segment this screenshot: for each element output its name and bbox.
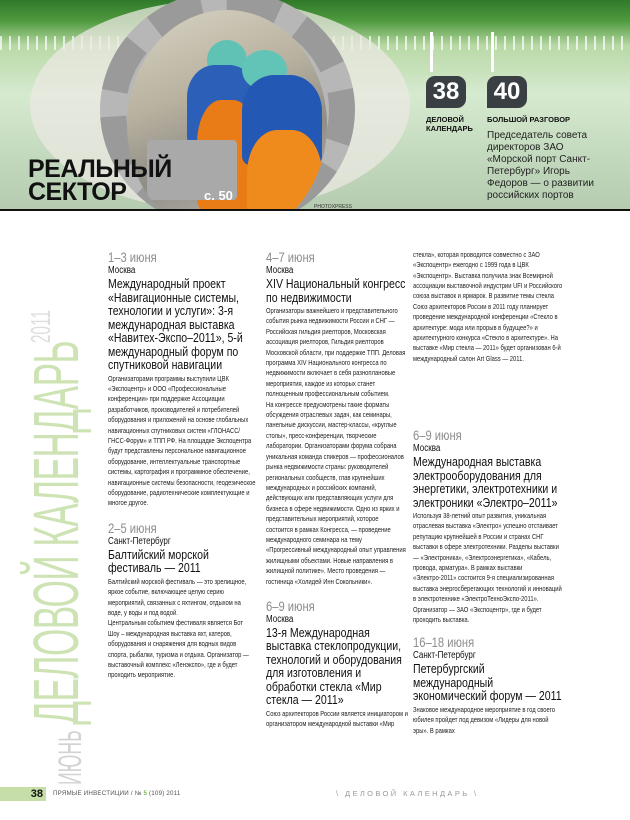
- issue-prefix: №: [134, 790, 142, 797]
- event-paragraph: Организаторы важнейшего и представительного события рынка недвижимости России и СНГ — Российская гильдия риелторов, Московская ассоциация риелторов, Гильдия риелторов Московской области, при поддержке ТПП. Деловая программа XIV Национального конгресса по недвижимости включает в себя разноплановые мероприятия, каждое из которых станет полноценным профессиональным событием.: [266, 306, 406, 399]
- event-paragraph: На конгрессе предусмотрены такие форматы обсуждения отраслевых задач, как семинары, панельные дискуссии, мастер-классы, «круглые столы», пресс-конференции, творческие лаборатории. Организаторами форума собрана уникальная команда спикеров — профессионалов рынка недвижимости страны: руководителей региональных сообществ, глав крупнейших международных и российских компаний, действующих или представляющих услуги для бизнеса в сфере недвижимости. Одно из ярких и представительных мероприятий, которое состоится в рамках Конгресса, — проведение международного семинара на тему «Прогрессивный международный опыт управления жилищными объектами. Новые направления в жилищной политике». Место проведения — гостиница «Холидей Инн Сокольники».: [266, 399, 406, 586]
- header-banner: [0, 0, 630, 211]
- event-body: Используя 38-летний опыт развития, уникальная отраслевая выставка «Электро» успешно отстаивает репутацию крупнейшей в России и странах СНГ выставки в сфере электротехники. Разделы выставки — «Электроника», «Электроэнергетика», «Кабель, провода, арматура». В рамках выставки «Электро-2011» состоится 9-я специализированная выставка энергосберегающих технологий и инноваций в электротехнике «ЭлектроТехноЭкспо-2011». Организатор — ЗАО «Экспоцентр», где и будет проходить выставка.: [413, 511, 562, 625]
- event-body: [266, 306, 406, 587]
- event-body: Союз архитекторов России является инициатором и организатором международной выставки «Мир: [266, 708, 408, 729]
- event-item: [266, 250, 406, 587]
- event-city: Санкт-Петербург: [108, 535, 171, 547]
- event-body: Знаковое международное мероприятие в год своего юбилея пройдет под девизом «Лидеры для новой эры». В рамках: [413, 704, 555, 735]
- event-city: Москва: [266, 265, 294, 276]
- event-date: 6–9 июня: [413, 427, 462, 443]
- teaser-description: Председатель совета директоров ЗАО «Морской порт Санкт-Петербург» Игорь Федоров — о развитии российских портов: [487, 130, 594, 201]
- page-reference[interactable]: с. 50: [204, 188, 233, 203]
- teaser-label-line: КАЛЕНДАРЬ: [426, 124, 473, 133]
- teaser-badge-38[interactable]: 38: [426, 76, 466, 108]
- event-paragraph: Центральным событием фестиваля является Бот Шоу – международная выставка яхт, катеров, оборудования и снаряжения для водных видов спорта, рыбалки, туризма и отдыха. Организатор — выставочный комплекс «Ленэкспо», где и будет проходить мероприятие.: [108, 618, 249, 680]
- teaser-badge-40[interactable]: 40: [487, 76, 527, 108]
- event-paragraph: Балтийский морской фестиваль — это зрелищное, яркое событие, включающее целую серию мероприятий, связанных с яхтингом, отдыхом на воде, у воды и под водой.: [108, 576, 247, 617]
- section-title-line: СЕКТОР: [28, 178, 127, 206]
- side-month: ИЮНЬ: [52, 730, 88, 785]
- event-item: [266, 599, 406, 730]
- event-title: XIV Национальный конгресс по недвижимости: [266, 276, 406, 305]
- teaser-label[interactable]: БОЛЬШОЙ РАЗГОВОР: [487, 115, 571, 124]
- page-footer: [0, 787, 630, 801]
- event-title: 13-я Международная выставка стеклопродукции, технологий и оборудования для изготовления и обработки стекла «Мир стекла — 2011»: [266, 624, 402, 708]
- side-title: [20, 310, 92, 785]
- teaser-label[interactable]: [426, 115, 473, 133]
- event-date: 16–18 июня: [413, 634, 475, 651]
- event-title: Международная выставка электрооборудования для энергетики, электротехники и электроники «Электро–2011»: [413, 454, 558, 510]
- event-paragraph: стекла», которая проводится совместно с ЗАО «Экспоцентр» ежегодно с 1999 года в ЦВК «Экспоцентр». Выставка получила знак Всемирной ассоциации выставочной индустрии UFI и Российского союза выставок и ярмарок. В развитие темы стекла Союз архитекторов России в 2011 году планирует проведение международной конференции «Стекло в архитектуре: мода или прорыв в будущее?» и архитектурного конкурса «Стекло в архитектуре». На выставке «Мир стекла — 2011» будет организован 6-й международный салон Art Glass — 2011.: [413, 250, 563, 363]
- side-year: 2011: [25, 310, 56, 344]
- teaser-label-line: ДЕЛОВОЙ: [426, 115, 464, 124]
- column-content: [413, 250, 565, 736]
- event-date: 6–9 июня: [266, 597, 315, 614]
- event-title: Международный проект «Навигационные системы, технологии и услуги»: 3-я международная выставка «Навитех-Экспо–2011», 5-й международный форум по спутниковой навигации: [108, 276, 243, 372]
- event-city: Москва: [108, 265, 136, 276]
- column-3: [413, 250, 565, 746]
- event-city: Санкт-Петербург: [413, 650, 476, 662]
- section-title: [28, 155, 172, 206]
- side-title-text: ДЕЛОВОЙ КАЛЕНДАРЬ: [20, 340, 92, 725]
- column-2: [266, 250, 406, 730]
- event-item: [413, 635, 565, 736]
- section-title-line: РЕАЛЬНЫЙ: [28, 155, 172, 183]
- event-item: [108, 521, 256, 681]
- divider: [491, 32, 494, 72]
- event-date: 1–3 июня: [108, 249, 157, 265]
- event-body: Организаторами программы выступили ЦВК «Экспоцентр» и ООО «Профессиональные конференции» при поддержке Ассоциации разработчиков, производителей и потребителей оборудования и приложений на основе глобальных навигационных спутниковых систем «ГЛОНАСС/ГНСС-Форум» и ТПП РФ. На площадке Экспоцентра будут представлены персональное навигационное оборудование, интеллектуальные транспортные системы, картография и программное обеспечение, навигационные системы безопасности, геодезическое оборудование, радиотехнические комплектующие и многое другое.: [108, 373, 256, 508]
- event-title: Петербургский международный экономический форум — 2011: [413, 661, 562, 704]
- event-item: [108, 250, 256, 509]
- event-item: [413, 428, 565, 625]
- event-date: 2–5 июня: [108, 519, 157, 536]
- issue-number: 5: [143, 790, 148, 797]
- event-city: Москва: [266, 613, 294, 625]
- event-date: 4–7 июня: [266, 249, 315, 265]
- page-number: 38: [0, 787, 46, 801]
- issue-suffix: (109) 2011: [149, 790, 181, 797]
- section-name: \ ДЕЛОВОЙ КАЛЕНДАРЬ \: [336, 789, 479, 798]
- event-city: Москва: [413, 443, 441, 454]
- divider: [430, 32, 433, 72]
- column-content: [266, 250, 406, 730]
- magazine-name: [53, 790, 181, 797]
- column-1: [108, 250, 256, 691]
- event-body: [108, 577, 256, 681]
- column-content: [108, 250, 256, 681]
- photo-credit: PHOTOXPRESS: [314, 204, 352, 210]
- event-title: Балтийский морской фестиваль — 2011: [108, 546, 209, 576]
- event-body-continued: [413, 250, 565, 416]
- magazine-title: ПРЯМЫЕ ИНВЕСТИЦИИ /: [53, 790, 133, 797]
